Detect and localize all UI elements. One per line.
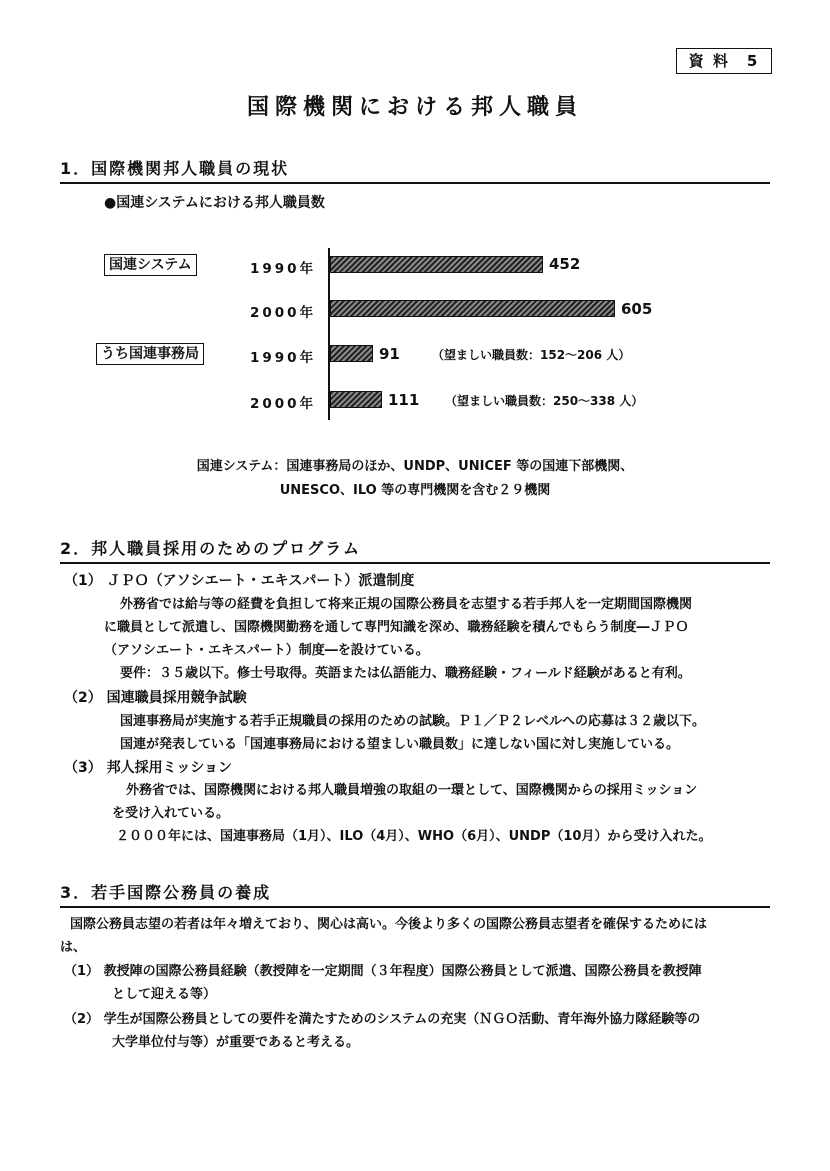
program-item-3-title: （3） 邦人採用ミッション: [64, 760, 233, 776]
document-badge: 資 料 5: [676, 48, 772, 74]
program-item-2-text: 国連が発表している「国連事務局における望ましい職員数」に達しない国に対し実施している。: [120, 737, 680, 752]
page-title: 国際機関における邦人職員: [246, 95, 583, 120]
chart-bar: [330, 345, 373, 362]
program-item-2-title: （2） 国連職員採用競争試験: [64, 690, 247, 706]
section-3-item-1: （1） 教授陣の国際公務員経験（教授陣を一定期間（３年程度）国際公務員として派遣、国際公務員を教授陣: [64, 964, 702, 979]
program-item-1-title: （1） ＪＰＯ（アソシエート・エキスパート）派遣制度: [64, 573, 415, 589]
chart-annotation: （望ましい職員数：250～338 人）: [445, 394, 644, 408]
chart-footnote: 国連システム：国連事務局のほか、UNDP、UNICEF 等の国連下部機関、: [196, 459, 634, 474]
section-3-item-2: （2） 学生が国際公務員としての要件を満たすためのシステムの充実（ＮＧＯ活動、青年海外協力隊経験等の: [64, 1012, 701, 1027]
section-3-heading: 3．若手国際公務員の養成: [60, 880, 770, 908]
program-item-3-text: ２０００年には、国連事務局（1月）、ILO（4月）、WHO（6月）、UNDP（10月）から受け入れた。: [116, 829, 712, 844]
section-3-intro: は、: [60, 940, 87, 955]
program-item-3-text: を受け入れている。: [112, 806, 230, 821]
chart-year-label: 1990年: [250, 261, 317, 277]
program-item-3-text: 外務省では、国際機関における邦人職員増強の取組の一環として、国際機関からの採用ミッション: [126, 783, 698, 798]
chart-year-label: 2000年: [250, 305, 317, 321]
program-item-1-text: に職員として派遣し、国際機関勤務を通して専門知識を深め、職務経験を積んでもらう制度―ＪＰＯ: [104, 620, 689, 635]
chart-bar: [330, 300, 615, 317]
section-3-intro: 国際公務員志望の若者は年々増えており、関心は高い。今後より多くの国際公務員志望者を確保するためには: [70, 917, 708, 932]
chart-value-label: 91: [379, 345, 400, 363]
chart-year-label: 2000年: [250, 396, 317, 412]
chart-footnote: UNESCO、ILO 等の専門機関を含む２９機関: [279, 483, 551, 498]
section-3-item-1: として迎える等）: [112, 987, 217, 1002]
section-3-item-2: 大学単位付与等）が重要であると考える。: [112, 1035, 360, 1050]
section-2-heading: 2．邦人職員採用のためのプログラム: [60, 536, 770, 564]
chart-caption: ●国連システムにおける邦人職員数: [104, 195, 325, 211]
chart-bar: [330, 391, 382, 408]
group-label-un-secretariat: うち国連事務局: [96, 343, 204, 365]
group-label-un-system: 国連システム: [104, 254, 197, 276]
program-item-1-text: （アソシエート・エキスパート）制度―を設けている。: [104, 643, 429, 658]
program-item-1-requirements: 要件：３５歳以下。修士号取得。英語または仏語能力、職務経験・フィールド経験があると有利。: [120, 666, 691, 681]
chart-year-label: 1990年: [250, 350, 317, 366]
program-item-2-text: 国連事務局が実施する若手正規職員の採用のための試験。Ｐ１／Ｐ２レベルへの応募は３２歳以下。: [120, 714, 706, 729]
chart-value-label: 452: [549, 255, 581, 273]
chart-bar: [330, 256, 543, 273]
section-1-heading: 1．国際機関邦人職員の現状: [60, 156, 770, 184]
chart-value-label: 111: [388, 391, 420, 409]
program-item-1-text: 外務省では給与等の経費を負担して将来正規の国際公務員を志望する若手邦人を一定期間国際機関: [120, 597, 693, 612]
chart-value-label: 605: [621, 300, 653, 318]
chart-annotation: （望ましい職員数：152～206 人）: [432, 348, 631, 362]
